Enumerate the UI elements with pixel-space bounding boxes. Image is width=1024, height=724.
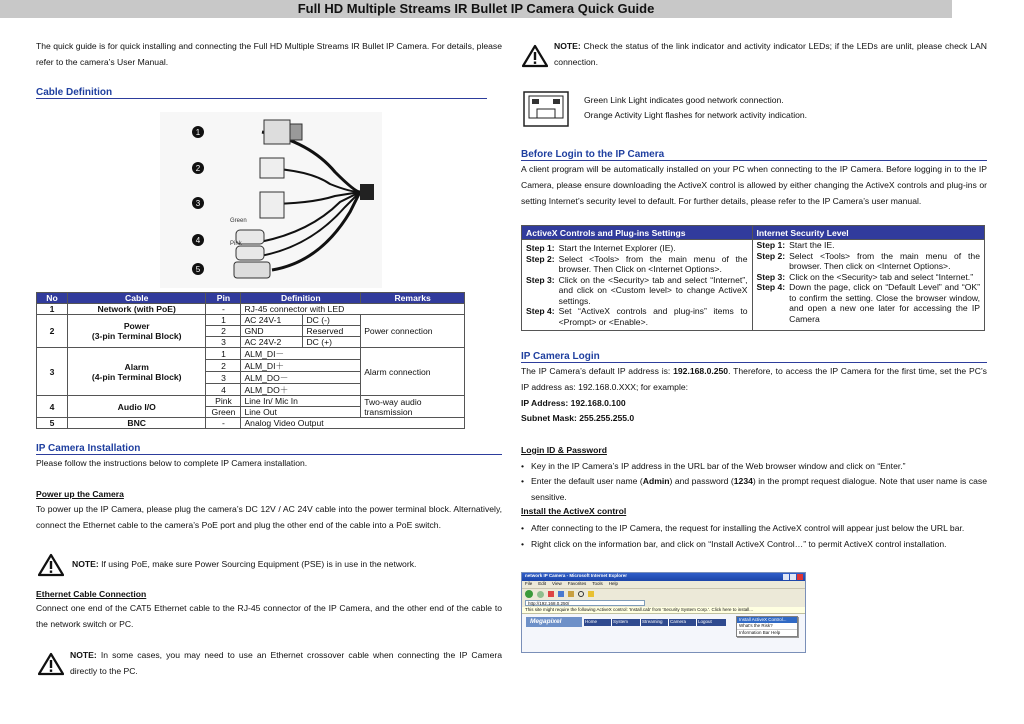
cell: 1 bbox=[206, 315, 241, 326]
th-pin: Pin bbox=[206, 293, 241, 304]
cell: 3 bbox=[206, 372, 241, 384]
section-rule bbox=[36, 454, 502, 455]
note-poe: NOTE: If using PoE, make sure Power Sourcing Equipment (PSE) is in use in the network. bbox=[72, 559, 417, 569]
browser-menubar bbox=[522, 581, 805, 588]
nav-system[interactable]: System bbox=[611, 619, 640, 626]
before-login-heading: Before Login to the IP Camera bbox=[521, 149, 665, 160]
diagram-number-2 bbox=[192, 162, 204, 174]
intro-text: The quick guide is for quick installing and connecting the Full HD Multiple Streams IR Bullet IP Camera. For details, please refer to the camera’s User Manual. bbox=[36, 41, 502, 67]
cell: Line Out bbox=[241, 407, 361, 418]
cell: BNC bbox=[67, 418, 206, 429]
cell: ALM_DO＋ bbox=[241, 384, 361, 396]
stop-icon[interactable] bbox=[548, 591, 554, 597]
led-orange-text: Orange Activity Light flashes for network activity indication. bbox=[584, 110, 808, 120]
context-risk[interactable]: What's the Risk? bbox=[739, 623, 773, 628]
installation-intro: Please follow the instructions below to complete IP Camera installation. bbox=[36, 458, 308, 468]
th-cable: Cable bbox=[67, 293, 206, 304]
cell: Pink bbox=[206, 396, 241, 407]
cable-table bbox=[36, 292, 465, 429]
cell: 4 bbox=[37, 396, 68, 418]
cell: Network (with PoE) bbox=[67, 304, 206, 315]
context-help[interactable]: Information Bar Help bbox=[737, 629, 797, 636]
back-icon[interactable] bbox=[525, 590, 533, 598]
cell: Two-way audio transmission bbox=[361, 396, 465, 418]
cell: AC 24V-1 DC (-) bbox=[241, 315, 361, 326]
ethernet-heading: Ethernet Cable Connection bbox=[36, 589, 147, 599]
svg-text:4: 4 bbox=[195, 236, 201, 245]
note-led: NOTE: Check the status of the link indicator and activity indicator LEDs; if the LEDs are unlit, please check LAN connection. bbox=[554, 41, 987, 67]
camera-logo: Megapixel bbox=[526, 617, 582, 627]
diagram-number-4 bbox=[192, 234, 204, 246]
search-icon[interactable] bbox=[578, 591, 584, 597]
login-heading: IP Camera Login bbox=[521, 351, 600, 362]
warning-icon bbox=[522, 44, 548, 68]
activex-steps bbox=[522, 240, 753, 331]
bullet-item: • After connecting to the IP Camera, the request for installing the ActiveX control will appear just below the URL bar. bbox=[521, 520, 987, 536]
info-bar[interactable]: This site might require the following ActiveX control: 'Install.cab' from 'Security System Corp.'. Click here to install... bbox=[522, 607, 805, 614]
svg-text:5: 5 bbox=[195, 265, 201, 274]
subnet-mask-line: Subnet Mask: 255.255.255.0 bbox=[521, 413, 635, 423]
warning-icon bbox=[38, 553, 64, 577]
window-controls-icon bbox=[783, 574, 803, 580]
th-definition: Definition bbox=[241, 293, 361, 304]
cell: ALM_DO－ bbox=[241, 372, 361, 384]
step-item: Step 3: Click on the <Security> tab and select “Internet.” bbox=[756, 271, 974, 282]
svg-text:3: 3 bbox=[195, 199, 201, 208]
step-item: Step 2: Select <Tools> from the main menu of the browser. Then click on <Internet Options>. bbox=[756, 250, 980, 271]
cable-diagram bbox=[160, 112, 382, 288]
home-icon[interactable] bbox=[568, 591, 574, 597]
browser-titlebar: network IP Camera - Microsoft Internet Explorer bbox=[522, 573, 805, 581]
diagram-number-1 bbox=[192, 126, 204, 138]
before-login-text: A client program will be automatically installed on your PC when connecting to the IP Camera. Before logging in to the IP Camera, please ensure downloading the ActiveX control is allowed by either changing the ActiveX controls and plug-ins or setting Internet’s security level to default. For further details, please refer to the IP Camera’s user manual. bbox=[521, 164, 987, 206]
ip-address-line: IP Address: 192.168.0.100 bbox=[521, 398, 626, 408]
cell: Power connection bbox=[361, 315, 465, 348]
th-security: Internet Security Level bbox=[752, 226, 985, 240]
activex-heading: Install the ActiveX control bbox=[521, 506, 627, 516]
menu-item[interactable]: Favorites bbox=[567, 581, 587, 586]
nav-camera[interactable]: Camera bbox=[668, 619, 696, 626]
cell: ALM_DI－ bbox=[241, 348, 361, 360]
menu-item[interactable]: Edit bbox=[538, 581, 547, 586]
cell: Power (3-pin Terminal Block) bbox=[67, 315, 206, 348]
cell: Alarm (4-pin Terminal Block) bbox=[67, 348, 206, 396]
th-activex: ActiveX Controls and Plug-ins Settings bbox=[522, 226, 753, 240]
browser-toolbar bbox=[522, 588, 805, 599]
menu-item[interactable]: View bbox=[552, 581, 562, 586]
cell: 5 bbox=[37, 418, 68, 429]
context-menu bbox=[736, 616, 798, 637]
cell: Audio I/O bbox=[67, 396, 206, 418]
label-pink: Pink bbox=[230, 241, 242, 247]
cell: AC 24V-2 DC (+) bbox=[241, 337, 361, 348]
cell: GND Reserved bbox=[241, 326, 361, 337]
cell: Alarm connection bbox=[361, 348, 465, 396]
th-no: No bbox=[37, 293, 68, 304]
power-text: To power up the IP Camera, please plug the camera’s DC 12V / AC 24V cable into the power terminal block. Alternatively, connect the Ethernet cable to the camera’s PoE port and plug the other end of the cable into a PoE switch. bbox=[36, 504, 502, 530]
menu-item[interactable]: File bbox=[525, 581, 533, 586]
nav-streaming[interactable]: Streaming bbox=[640, 619, 668, 626]
menu-item[interactable]: Tools bbox=[592, 581, 603, 586]
refresh-icon[interactable] bbox=[558, 591, 564, 597]
security-steps bbox=[752, 240, 985, 331]
cell: RJ-45 connector with LED bbox=[241, 304, 465, 315]
note-crossover: NOTE: In some cases, you may need to use an Ethernet crossover cable when connecting the IP Camera directly to the PC. bbox=[70, 650, 502, 676]
step-item: Step 4: Set “ActiveX controls and plug-ins” items to <Prompt> or <Enable>. bbox=[526, 306, 748, 327]
cell: 4 bbox=[206, 384, 241, 396]
camera-nav bbox=[584, 619, 726, 626]
menu-item[interactable]: Help bbox=[608, 581, 619, 586]
page-title: Full HD Multiple Streams IR Bullet IP Camera Quick Guide bbox=[0, 0, 952, 18]
rj45-port-icon bbox=[523, 91, 569, 127]
cell: 2 bbox=[206, 326, 241, 337]
step-item: Step 2: Select <Tools> from the main menu of the browser. Then Click on <Internet Options>. bbox=[526, 253, 748, 274]
nav-home[interactable]: Home bbox=[584, 619, 611, 626]
svg-text:2: 2 bbox=[195, 164, 201, 173]
cable-definition-heading: Cable Definition bbox=[36, 87, 113, 98]
label-green: Green bbox=[230, 218, 247, 224]
installation-heading: IP Camera Installation bbox=[36, 443, 141, 454]
power-heading: Power up the Camera bbox=[36, 489, 124, 499]
cell: 1 bbox=[206, 348, 241, 360]
cell: 3 bbox=[206, 337, 241, 348]
bullet-item: • Key in the IP Camera’s IP address in the URL bar of the Web browser window and click on “Enter.” bbox=[521, 458, 987, 474]
cell: 3 bbox=[37, 348, 68, 396]
section-rule bbox=[521, 160, 987, 161]
section-rule bbox=[521, 362, 987, 363]
favorites-icon[interactable] bbox=[588, 591, 594, 597]
settings-table bbox=[521, 225, 985, 331]
ethernet-text: Connect one end of the CAT5 Ethernet cable to the RJ-45 connector of the IP Camera, and the other end of the cable to the network switch or PC. bbox=[36, 603, 502, 629]
forward-icon[interactable] bbox=[537, 591, 544, 598]
browser-screenshot bbox=[521, 572, 806, 653]
cell: - bbox=[206, 304, 241, 315]
cell: 2 bbox=[37, 315, 68, 348]
svg-text:1: 1 bbox=[195, 128, 201, 137]
login-text: The IP Camera’s default IP address is: 192.168.0.250. Therefore, to access the IP Camera for the first time, set the PC’s IP address as: 192.168.0.XXX; for example: bbox=[521, 366, 987, 392]
bullet-item: • Enter the default user name (Admin) and password (1234) in the prompt request dialogue. Note that user name is case sensitive. bbox=[521, 473, 987, 505]
login-id-heading: Login ID & Password bbox=[521, 445, 607, 455]
cell: 1 bbox=[37, 304, 68, 315]
nav-logout[interactable]: Logout bbox=[696, 619, 726, 626]
address-bar[interactable] bbox=[522, 599, 805, 607]
led-green-text: Green Link Light indicates good network connection. bbox=[584, 95, 784, 105]
cell: - bbox=[206, 418, 241, 429]
step-item: Step 1: Start the Internet Explorer (IE). bbox=[526, 243, 676, 253]
cell: ALM_DI＋ bbox=[241, 360, 361, 372]
warning-icon bbox=[38, 652, 64, 676]
address-input[interactable]: http://192.168.0.250/ bbox=[525, 600, 645, 606]
bullet-item: • Right click on the information bar, and click on “Install ActiveX Control…” to permit ActiveX control installation. bbox=[521, 536, 987, 552]
diagram-number-3 bbox=[192, 197, 204, 209]
cell: Green bbox=[206, 407, 241, 418]
th-remarks: Remarks bbox=[361, 293, 465, 304]
step-item: Step 4: Down the page, click on “Default Level” and “OK” to confirm the setting. Close the browser window, and open a new one later for accessing the IP Camera bbox=[756, 282, 980, 324]
cell: Analog Video Output bbox=[241, 418, 465, 429]
cell: 2 bbox=[206, 360, 241, 372]
step-item: Step 1: Start the IE. bbox=[756, 240, 835, 250]
diagram-number-5 bbox=[192, 263, 204, 275]
cell: Line In/ Mic In bbox=[241, 396, 361, 407]
context-install[interactable]: Install ActiveX Control... bbox=[737, 617, 797, 623]
step-item: Step 3: Click on the <Security> tab and select “Internet”, and click on <Custom level> to change ActiveX settings. bbox=[526, 274, 748, 306]
section-rule bbox=[36, 98, 487, 99]
